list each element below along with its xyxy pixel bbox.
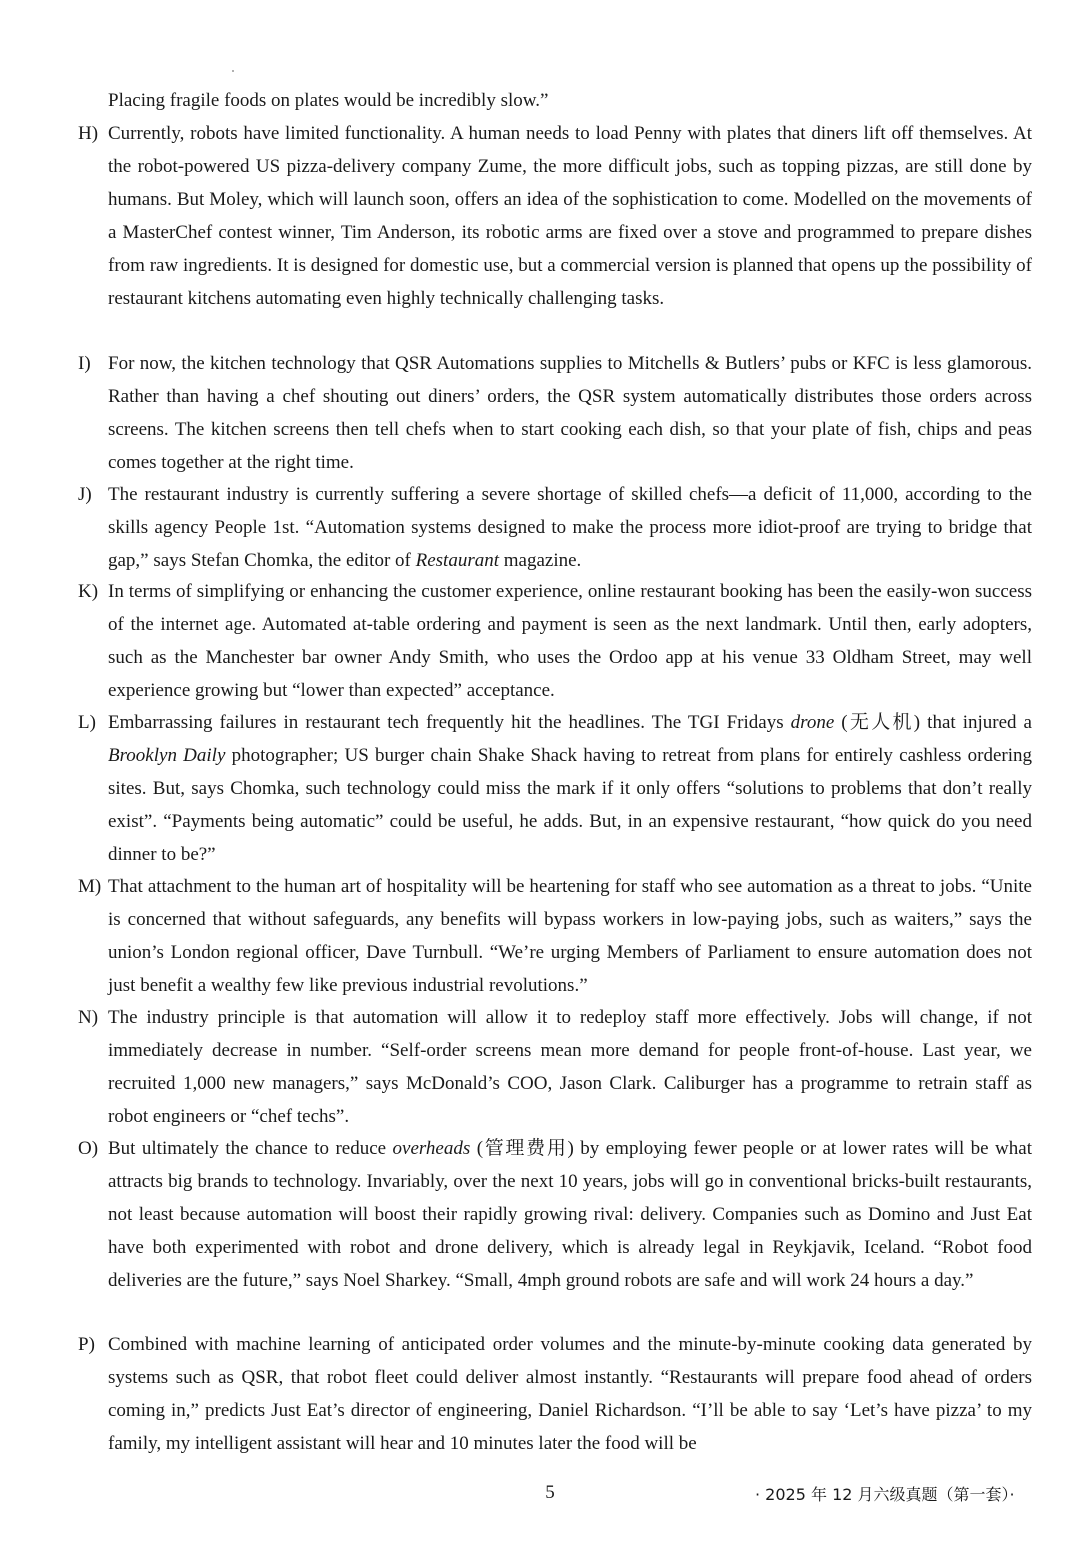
paragraph-label: K): [78, 581, 99, 602]
paragraph-label: I): [78, 353, 91, 374]
text-run: The industry principle is that automation will allow it to redeploy staff more effectively. Jobs will change, if not immediately decrease in number. “Self-order screens mean more demand for people front-of-house. Last year, we recruited 1,000 new managers,” says McDonald’s COO, Jason Clark. Caliburger has a programme to retrain staff as robot engineers or “chef techs”.: [108, 1007, 1032, 1127]
paragraph-k: [78, 575, 1032, 707]
paragraph-body: [108, 1001, 1032, 1133]
italic-term: overheads: [392, 1138, 471, 1159]
text-run: (无人机) that injured a: [834, 712, 1032, 733]
text-run: photographer; US burger chain Shake Shack having to retreat from plans for entirely cashless ordering sites. But, says Chomka, such technology could miss the mark if it only offers “solutions to problems that don’t really exist”. “Payments being automatic” could be useful, he adds. But, in an expensive restaurant, “how quick do you need dinner to be?”: [108, 745, 1032, 865]
text-run: In terms of simplifying or enhancing the customer experience, online restaurant booking has been the easily-won success of the internet age. Automated at-table ordering and payment is seen as the next landmark. Until then, early adopters, such as the Manchester bar owner Andy Smith, who uses the Ordoo app at his venue 33 Oldham Street, may well experience growing but “lower than expected” acceptance.: [108, 581, 1032, 701]
paragraph-m: [78, 870, 1032, 1002]
paragraph-label: P): [78, 1334, 95, 1355]
paragraph-label: M): [78, 876, 102, 897]
text-run: Currently, robots have limited functionality. A human needs to load Penny with plates that diners lift off themselves. At the robot-powered US pizza-delivery company Zume, the more difficult jobs, such as topping pizzas, are still done by humans. But Moley, which will launch soon, offers an idea of the sophistication to come. Modelled on the movements of a MasterChef contest winner, Tim Anderson, its robotic arms are fixed over a stove and programmed to prepare dishes from raw ingredients. It is designed for domestic use, but a commercial version is planned that opens up the possibility of restaurant kitchens automating even highly technically challenging tasks.: [108, 123, 1032, 309]
paragraph-label: O): [78, 1138, 99, 1159]
page-number: 5: [545, 1482, 555, 1503]
paragraph-o: [78, 1132, 1032, 1297]
paragraph-i: [78, 347, 1032, 479]
paragraph-label: H): [78, 123, 99, 144]
paragraph-body: [108, 1132, 1032, 1297]
text-run: Embarrassing failures in restaurant tech frequently hit the headlines. The TGI Fridays: [108, 712, 791, 733]
paragraph-l: [78, 706, 1032, 871]
italic-term: Restaurant: [415, 550, 500, 571]
paragraph-label: J): [78, 484, 92, 505]
text-run: For now, the kitchen technology that QSR Automations supplies to Mitchells & Butlers’ pubs or KFC is less glamorous. Rather than having a chef shouting out diners’ orders, the QSR system automatically distributes those orders across screens. The kitchen screens then tell chefs when to start cooking each dish, so that your plate of fish, chips and peas comes together at the right time.: [108, 353, 1032, 473]
paragraph-body: [108, 478, 1032, 577]
continued-paragraph-text: Placing fragile foods on plates would be incredibly slow.”: [108, 90, 549, 111]
paragraph-body: [108, 347, 1032, 479]
paragraph-j: [78, 478, 1032, 577]
scan-speck: [232, 70, 234, 72]
paragraph-p: [78, 1328, 1032, 1460]
exam-title-footer: · 2025 年 12 月六级真题（第一套）·: [755, 1485, 1015, 1504]
text-run: But ultimately the chance to reduce: [108, 1138, 393, 1159]
paragraph-label: L): [78, 712, 96, 733]
paragraph-body: [108, 575, 1032, 707]
paragraph-label: N): [78, 1007, 99, 1028]
text-run: The restaurant industry is currently suffering a severe shortage of skilled chefs—a deficit of 11,000, according to the skills agency People 1st. “Automation systems designed to make the process more idiot-proof are trying to bridge that gap,” says Stefan Chomka, the editor of: [108, 484, 1032, 571]
text-run: magazine.: [499, 550, 582, 571]
italic-term: drone: [790, 712, 835, 733]
italic-term: Brooklyn Daily: [108, 745, 226, 766]
paragraph-body: [108, 870, 1032, 1002]
paragraph-h: [78, 117, 1032, 315]
paragraph-body: [108, 1328, 1032, 1460]
text-run: That attachment to the human art of hospitality will be heartening for staff who see automation as a threat to jobs. “Unite is concerned that without safeguards, any benefits will bypass workers in low-paying jobs, such as waiters,” says the union’s London regional officer, Dave Turnbull. “We’re urging Members of Parliament to ensure automation does not just benefit a wealthy few like previous industrial revolutions.”: [108, 876, 1032, 996]
text-run: (管理费用) by employing fewer people or at lower rates will be what attracts big brands to technology. Invariably, over the next 10 years, jobs will go in conventional bricks-built restaurants, not least because automation will boost their rapidly growing rival: delivery. Companies such as Domino and Just Eat have both experimented with robot and drone delivery, which is already legal in Reykjavik, Iceland. “Robot food deliveries are the future,” says Noel Sharkey. “Small, 4mph ground robots are safe and will work 24 hours a day.”: [108, 1138, 1032, 1291]
paragraph-body: [108, 706, 1032, 871]
paragraph-body: [108, 117, 1032, 315]
text-run: Combined with machine learning of anticipated order volumes and the minute-by-minute cooking data generated by systems such as QSR, that robot fleet could deliver almost instantly. “Restaurants will prepare food ahead of orders coming in,” predicts Just Eat’s director of engineering, Daniel Richardson. “I’ll be able to say ‘Let’s have pizza’ to my family, my intelligent assistant will hear and 10 minutes later the food will be: [108, 1334, 1032, 1454]
paragraph-n: [78, 1001, 1032, 1133]
